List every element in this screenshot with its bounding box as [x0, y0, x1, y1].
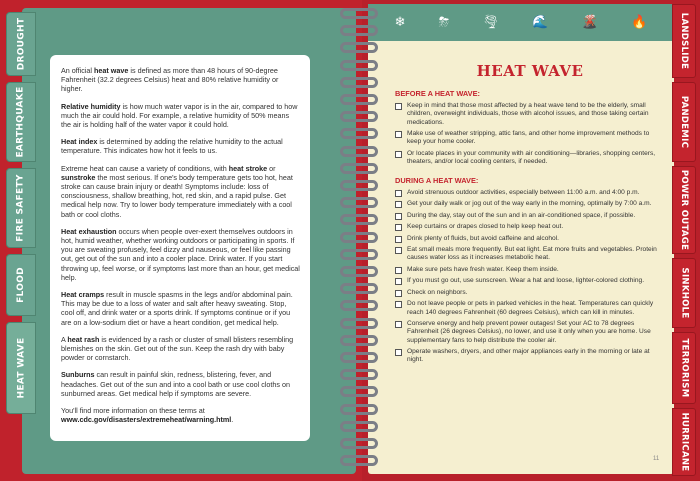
tab-earthquake[interactable]: EARTHQUAKE: [6, 82, 36, 162]
checklist-item: During the day, stay out of the sun and in an air-conditioned space, if possible.: [395, 212, 665, 220]
checklist-item: Check on neighbors.: [395, 289, 665, 297]
right-tab-strip: [672, 4, 696, 476]
binding-ring: [340, 404, 378, 415]
binding-ring: [340, 249, 378, 260]
page-number: 11: [653, 456, 660, 462]
volcano-icon[interactable]: 🌋: [581, 15, 598, 30]
tab-terrorism[interactable]: TERRORISM: [672, 332, 696, 404]
snowflake-icon[interactable]: ❄: [394, 15, 406, 30]
info-card: [50, 55, 310, 441]
binding-ring: [340, 214, 378, 225]
tab-drought[interactable]: DROUGHT: [6, 12, 36, 76]
checkbox[interactable]: [395, 247, 402, 254]
tab-heat-wave[interactable]: HEAT WAVE: [6, 322, 36, 414]
binding-ring: [340, 180, 378, 191]
binding-ring: [340, 421, 378, 432]
tsunami-icon[interactable]: 🌊: [532, 15, 549, 30]
spiral-binding: [340, 4, 378, 474]
checkbox[interactable]: [395, 213, 402, 220]
binding-ring: [340, 318, 378, 329]
checkbox[interactable]: [395, 278, 402, 285]
binding-ring: [340, 42, 378, 53]
checklist-item: Drink plenty of fluids, but avoid caffeine and alcohol.: [395, 235, 665, 243]
tab-fire-safety[interactable]: FIRE SAFETY: [6, 168, 36, 248]
checkbox[interactable]: [395, 224, 402, 231]
binding-ring: [340, 266, 378, 277]
checklist-item: If you must go out, use sunscreen. Wear a hat and loose, lighter-colored clothing.: [395, 277, 665, 285]
para-heat-stroke: Extreme heat can cause a variety of conditions, with heat stroke or sunstroke the most serious. If one's body temperature gets too hot, heat stroke can cause brain injury or death! Symptoms include: loss of consciousness, shallow breathing, hot, red skin, and a rapid pulse. Get medical help now. Try to lower body temperature immediately with a cool bath or cool cloths.: [61, 163, 293, 219]
binding-ring: [340, 77, 378, 88]
binding-ring: [340, 128, 378, 139]
tab-hurricane[interactable]: HURRICANE: [672, 408, 696, 476]
para-heat-rash: A heat rash is evidenced by a rash or cluster of small blisters resembling blemishes on the skin. Get out of the sun. Keep the rash dry with baby powder or cornstarch.: [61, 334, 294, 363]
checklist-item: Avoid strenuous outdoor activities, especially between 11:00 a.m. and 4:00 p.m.: [395, 189, 665, 197]
binding-ring: [340, 60, 378, 71]
binding-ring: [340, 283, 378, 294]
binding-ring: [340, 352, 378, 363]
checklist-item: Or locate places in your community with air conditioning—libraries, shopping centers, theaters, and/or local cooling centers, if needed.: [395, 150, 665, 167]
checklist-item: Get your daily walk or jog out of the way early in the morning, optimally by 7:00 a.m.: [395, 200, 665, 208]
tornado-icon[interactable]: 🌪: [482, 15, 499, 30]
during-heading: DURING A HEAT WAVE:: [395, 175, 479, 185]
heat-wave-checklist: [395, 62, 665, 368]
binding-ring: [340, 300, 378, 311]
checkbox[interactable]: [395, 321, 402, 328]
left-tab-strip: [6, 6, 36, 426]
checklist-item: Keep in mind that those most affected by a heat wave tend to be the elderly, small children, overweight individuals, those with alcohol issues, and those taking certain medications.: [395, 102, 665, 127]
tab-power-outage[interactable]: POWER OUTAGE: [672, 166, 696, 254]
binding-ring: [340, 163, 378, 174]
cdc-link[interactable]: www.cdc.gov/disasters/extremeheat/warning.html: [61, 415, 232, 425]
para-heat-cramps: Heat cramps result in muscle spasms in the legs and/or abdominal pain. This may be due to a loss of water and salt after heavy sweating. Stop, cool off, and drink water or a sports drink. If symptoms continue or if you are on a low-sodium diet or have a heart condition, get medical help.: [61, 290, 293, 327]
before-heading: BEFORE A HEAT WAVE:: [395, 89, 480, 98]
binding-ring: [340, 386, 378, 397]
para-heat-wave: An official heat wave is defined as more than 48 hours of 90-degree Fahrenheit (32.2 degrees Celsius) heat and 80% relative humidity or higher.: [61, 66, 279, 94]
binding-ring: [340, 8, 378, 19]
checklist-item: Make use of weather stripping, attic fans, and other home improvement methods to keep your home cooler.: [395, 130, 665, 147]
binding-ring: [340, 369, 378, 380]
binding-ring: [340, 335, 378, 346]
binding-ring: [340, 232, 378, 243]
checkbox[interactable]: [395, 131, 402, 138]
binding-ring: [340, 94, 378, 105]
checkbox[interactable]: [395, 103, 402, 110]
checklist-item: Conserve energy and help prevent power outages! Set your AC to 78 degrees Fahrenheit (26 degrees Celsius), no lower, and use it only when you are home. Use supplementary fans to help distribute the cooler air.: [395, 320, 665, 345]
checkbox[interactable]: [395, 201, 402, 208]
checklist-item: Eat small meals more frequently. But eat light. Eat more fruits and vegetables. Protein causes water loss as it increases metabolic heat.: [395, 246, 665, 263]
para-more-info: You'll find more information on these terms at www.cdc.gov/disasters/extremeheat/warning.html.: [61, 406, 234, 425]
checklist-item: Keep curtains or drapes closed to help keep heat out.: [395, 223, 665, 231]
tab-sinkhole[interactable]: SINKHOLE: [672, 258, 696, 328]
tab-pandemic[interactable]: PANDEMIC: [672, 82, 696, 162]
checkbox[interactable]: [395, 301, 402, 308]
binding-ring: [340, 197, 378, 208]
checkbox[interactable]: [395, 267, 402, 274]
checkbox[interactable]: [395, 349, 402, 356]
checklist-item: Make sure pets have fresh water. Keep them inside.: [395, 266, 665, 274]
para-relative-humidity: Relative humidity is how much water vapor is in the air, compared to how much the air could hold. For example, a relative humidity of 50% means the air is holding half of the water vapor it could hold.: [61, 101, 298, 130]
hazard-icon-bar: [368, 4, 674, 41]
binding-ring: [340, 455, 378, 466]
para-heat-index: Heat index is determined by adding the relative humidity to the actual temperature. This indicates how hot it feels to us.: [61, 137, 283, 156]
checklist-item: Operate washers, dryers, and other major appliances early in the morning or late at night.: [395, 348, 665, 365]
page-title: HEAT WAVE: [476, 62, 584, 80]
binding-ring: [340, 438, 378, 449]
binding-ring: [340, 111, 378, 122]
tab-landslide[interactable]: LANDSLIDE: [672, 4, 696, 78]
para-sunburns: Sunburns can result in painful skin, redness, blistering, fever, and headaches. Get out of the sun and into a cool bath or use cool cloths on sunburned areas. Get medical help if symptoms are severe.: [61, 370, 290, 398]
binding-ring: [340, 25, 378, 36]
checkbox[interactable]: [395, 290, 402, 297]
checklist-item: Do not leave people or pets in parked vehicles in the heat. Temperatures can quickly reach 140 degrees Fahrenheit (60 degrees Celsius), which can kill in minutes.: [395, 300, 665, 317]
binding-ring: [340, 146, 378, 157]
checkbox[interactable]: [395, 190, 402, 197]
tab-flood[interactable]: FLOOD: [6, 254, 36, 316]
wildfire-icon[interactable]: 🔥: [631, 15, 648, 30]
para-heat-exhaustion: Heat exhaustion occurs when people over-exert themselves outdoors in hot, humid weather, whether working outdoors or participating in sports. If you are sweating profusely, feel dizzy and nauseous, or feel like passing out, get out of the sun and into a cooler place. Drink water. If you start throwing up, feel worse, or if symptoms last more than an hour, get medical help.: [61, 226, 300, 282]
thunderstorm-icon[interactable]: ⛈: [438, 15, 450, 30]
checkbox[interactable]: [395, 151, 402, 158]
checkbox[interactable]: [395, 236, 402, 243]
